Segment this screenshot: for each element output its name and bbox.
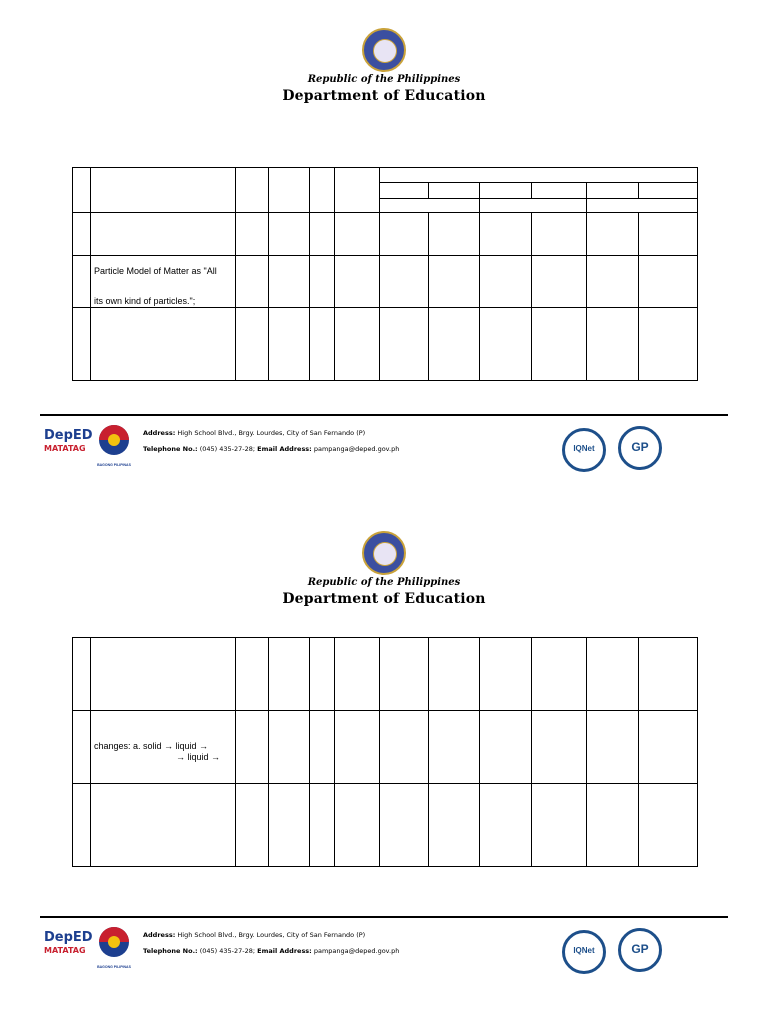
- email-value: pampanga@deped.gov.ph: [313, 445, 400, 453]
- bagong-pilipinas-logo: [96, 422, 132, 467]
- row-text-line-2: → liquid →: [176, 752, 221, 762]
- deped-wordmark: DepED: [44, 930, 93, 945]
- gp-certification-icon: [618, 928, 662, 972]
- deped-seal-icon: [362, 28, 406, 72]
- table-header-cell: [532, 183, 587, 199]
- table-header-cell: [380, 183, 429, 199]
- table-header-cell: [429, 183, 480, 199]
- address-label: Address:: [143, 931, 176, 939]
- department-title: Department of Education: [282, 88, 486, 104]
- table-row: [73, 711, 698, 784]
- gp-label: GP: [631, 440, 649, 454]
- deped-logo: [44, 428, 93, 453]
- contact-line: [143, 947, 399, 955]
- table-row: [73, 256, 698, 308]
- footer-divider: [40, 414, 728, 416]
- row-text-line-1: Particle Model of Matter as "All: [94, 266, 217, 276]
- deped-logo: [44, 930, 93, 955]
- table-row: [73, 308, 698, 381]
- republic-label: Republic of the Philippines: [307, 577, 461, 588]
- table-cell: [73, 168, 91, 213]
- row-text-line-1: changes: a. solid → liquid →: [94, 741, 209, 751]
- table-row: [73, 638, 698, 711]
- particle-model-cell: [91, 256, 236, 308]
- address-value: High School Blvd., Brgy. Lourdes, City of San Fernando (P): [177, 429, 366, 437]
- matatag-wordmark: MATATAG: [44, 444, 86, 453]
- table-cell: [335, 168, 380, 213]
- department-title: Department of Education: [282, 591, 486, 607]
- table-cell: [236, 168, 269, 213]
- contact-line: [143, 445, 399, 453]
- table-header-cell: [480, 199, 587, 213]
- telephone-value: (045) 435-27-28;: [199, 947, 256, 955]
- table-header-cell: [480, 183, 532, 199]
- assessment-table-2: [72, 637, 698, 867]
- matatag-wordmark: MATATAG: [44, 946, 86, 955]
- gp-label: GP: [631, 942, 649, 956]
- telephone-value: (045) 435-27-28;: [199, 445, 256, 453]
- iqnet-certification-icon: [562, 930, 606, 974]
- table-header-cell: [587, 199, 698, 213]
- deped-wordmark: DepED: [44, 428, 93, 443]
- footer-2: [40, 920, 728, 980]
- iqnet-label: IQNet: [573, 946, 595, 955]
- bagong-pilipinas-logo: [96, 924, 132, 969]
- table-cell: [310, 168, 335, 213]
- page-2: [0, 500, 768, 1024]
- iqnet-label: IQNet: [573, 444, 595, 453]
- iqnet-certification-icon: [562, 428, 606, 472]
- republic-label: Republic of the Philippines: [307, 74, 461, 85]
- footer-1: [40, 418, 728, 478]
- bagong-pilipinas-label: BAGONG PILIPINAS: [97, 965, 131, 969]
- table-header-cell: [380, 168, 698, 183]
- table-header-cell: [380, 199, 480, 213]
- table-cell: [91, 168, 236, 213]
- telephone-label: Telephone No.:: [143, 947, 198, 955]
- email-label: Email Address:: [257, 445, 312, 453]
- assessment-table-1: [72, 167, 698, 381]
- address-line: [143, 429, 365, 437]
- table-header-cell: [639, 183, 698, 199]
- table-header-cell: [587, 183, 639, 199]
- email-value: pampanga@deped.gov.ph: [313, 947, 400, 955]
- footer-divider: [40, 916, 728, 918]
- table-cell: [269, 168, 310, 213]
- deped-seal-icon: [362, 531, 406, 575]
- email-label: Email Address:: [257, 947, 312, 955]
- table-row: [73, 784, 698, 867]
- bagong-pilipinas-label: BAGONG PILIPINAS: [97, 463, 131, 467]
- address-label: Address:: [143, 429, 176, 437]
- phase-changes-cell: [91, 711, 236, 784]
- row-text-line-2: its own kind of particles.";: [94, 296, 196, 306]
- gp-certification-icon: [618, 426, 662, 470]
- telephone-label: Telephone No.:: [143, 445, 198, 453]
- table-row: [73, 213, 698, 256]
- page-1: [0, 0, 768, 500]
- address-line: [143, 931, 365, 939]
- address-value: High School Blvd., Brgy. Lourdes, City of San Fernando (P): [177, 931, 366, 939]
